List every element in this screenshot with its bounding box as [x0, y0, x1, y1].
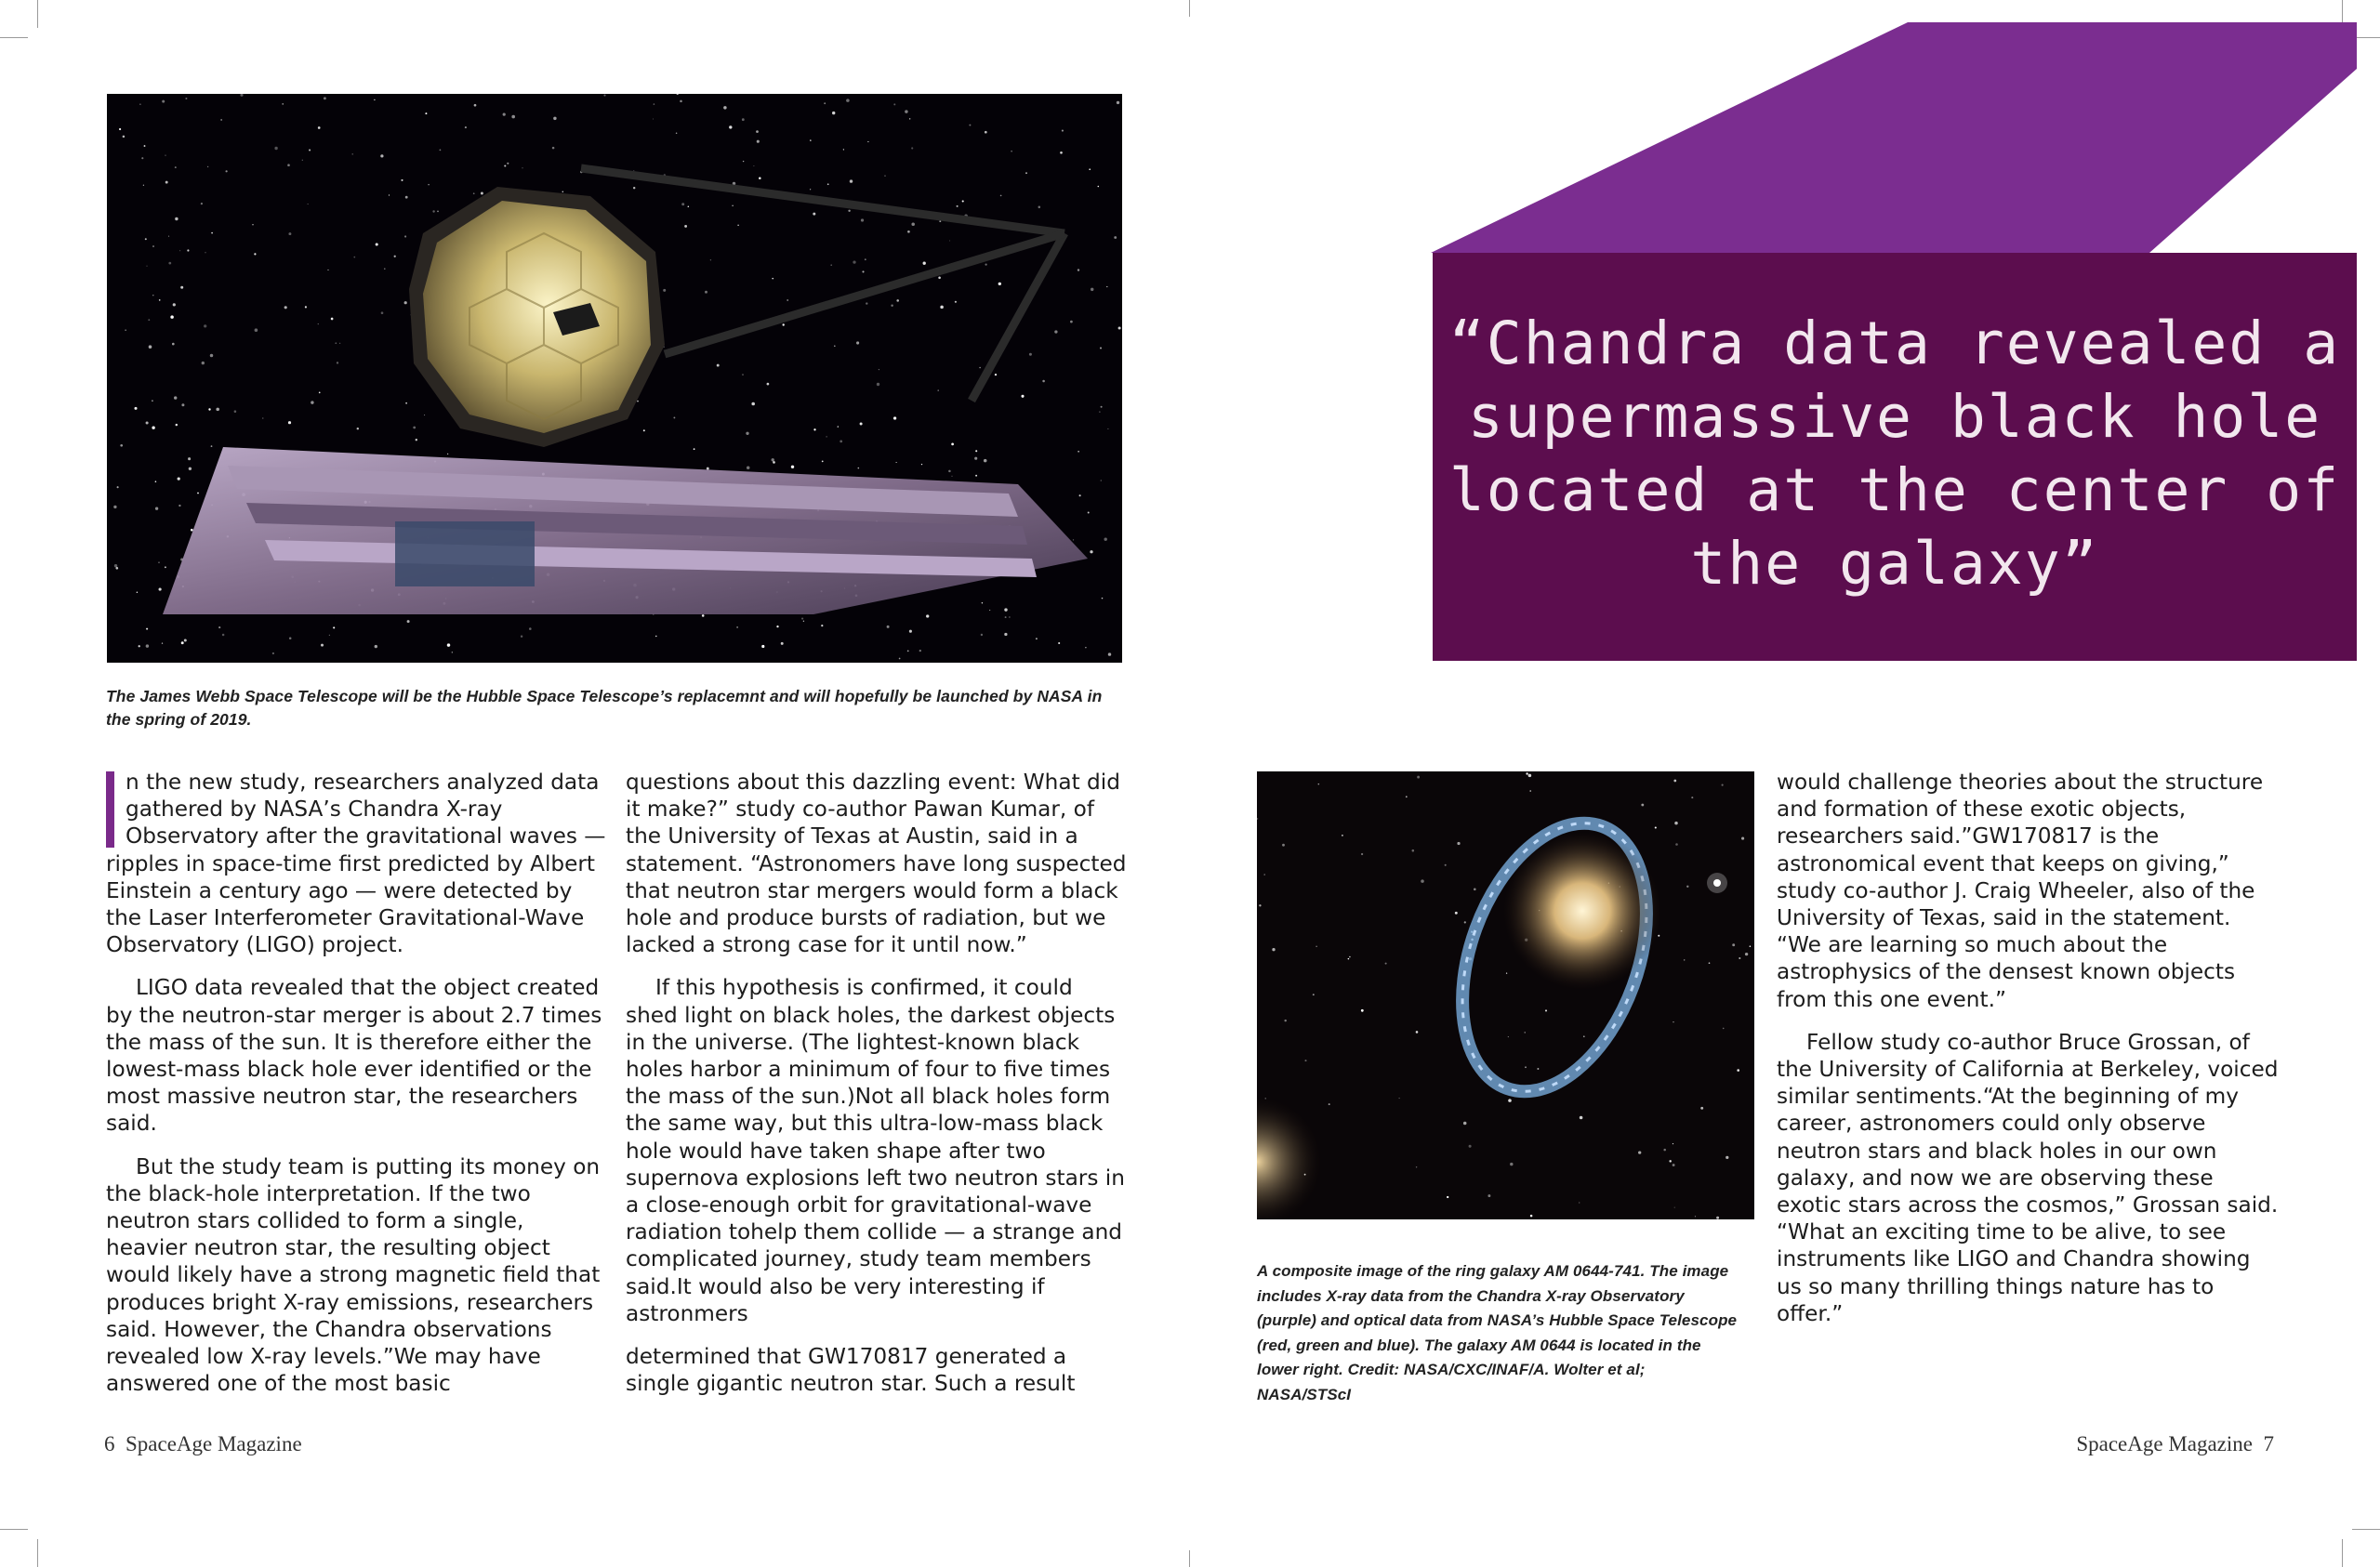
decorative-banner-shape: [1431, 22, 2357, 255]
crop-mark: [37, 1539, 38, 1567]
article-column-2: [626, 769, 1128, 1413]
paragraph: determined that GW170817 generated a single gigantic neutron star. Such a result: [626, 1344, 1076, 1397]
page-folio-right: SpaceAge Magazine 7: [2076, 1432, 2274, 1455]
crop-mark: [2342, 1539, 2343, 1567]
paragraph: would challenge theories about the structure and formation of these exotic objects, researchers said.”GW170817 is the astronomical event that keeps on giving,” study co-author J. Craig Wheeler, also of the University of Texas, said in the statement. “We are learning so much about the astrophysics of the densest known objects from this one event.”: [1777, 770, 2264, 1012]
article-column-1: [106, 769, 608, 1413]
paragraph: If this hypothesis is confirmed, it could shed light on black holes, the darkest objects in the universe. (The lightest-known black holes harbor a minimum of four to five times the mass of the sun.)Not all black holes form the same way, but this ultra-low-mass black hole would have taken shape after two supernova explosions left two neutron stars in a close-enough orbit for gravitational-wave radiation tohelp them collide — a strange and complicated journey, study team members said.It would also be very interesting if astronmers: [626, 975, 1125, 1326]
figure-caption: A composite image of the ring galaxy AM 0644-741. The image includes X-ray data from the Chandra X-ray Observatory (purple) and optical data from NASA’s Hubble Space Telescope (red, green and blue). The galaxy AM 0644 is located in the lower right. Credit: NASA/CXC/INAF/A. Wolter et al; NASA/STScI: [1257, 1262, 1738, 1403]
crop-mark: [2352, 1529, 2380, 1530]
james-webb-space-telescope-photo: [107, 94, 1122, 663]
crop-mark: [0, 37, 28, 38]
paragraph: questions about this dazzling event: What did it make?” study co-author Pawan Kumar, of the University of Texas at Austin, said in a statement. “Astronomers have long suspected that neutron star mergers would form a black hole and produce bursts of radiation, but we lacked a strong case for it until now.”: [626, 770, 1127, 958]
paragraph: LIGO data revealed that the object created by the neutron-star merger is about 2.7 times the mass of the sun. It is therefore either the lowest-mass black hole ever identified or the most massive neutron star, the researchers said.: [106, 975, 602, 1137]
paragraph: n the new study, researchers analyzed data gathered by NASA’s Chandra X-ray Observatory after the gravitational waves — ripples in space-time first predicted by Albert Einstein a century ago — were detected by the Laser Interferometer Gravitational-Wave Observatory (LIGO) project.: [106, 770, 606, 958]
paragraph: Fellow study co-author Bruce Grossan, of the University of California at Berkeley, voiced similar sentiments.“At the beginning of my career, astronomers could only observe neutron stars and black holes in our own galaxy, and now we are observing these exotic stars across the cosmos,” Grossan said. “What an exciting time to be alive, to see instruments like LIGO and Chandra showing us so many thrilling things nature has to offer.”: [1777, 1029, 2279, 1326]
drop-cap: [106, 771, 114, 848]
crop-mark: [0, 1529, 28, 1530]
paragraph: But the study team is putting its money on the black-hole interpretation. If the two neutron stars collided to form a single, heavier neutron star, the resulting object would likely have a strong magnetic field that produces bright X-ray emissions, researchers said. However, the Chandra observations revealed low X-ray levels.”We may have answered one of the most basic: [106, 1153, 601, 1397]
page-folio-left: 6 SpaceAge Magazine: [104, 1432, 302, 1455]
crop-mark: [1189, 1550, 1190, 1567]
crop-mark: [1189, 0, 1190, 17]
pull-quote: “Chandra data revealed a supermassive black hole located at the center of the galaxy”: [1448, 309, 2341, 598]
pull-quote-box: [1433, 253, 2357, 661]
crop-mark: [37, 0, 38, 28]
figure-caption: The James Webb Space Telescope will be the Hubble Space Telescope’s replacemnt and will hopefully be launched by NASA in the spring of 2019.: [106, 687, 1103, 729]
ring-galaxy-am-0644-741-photo: [1257, 771, 1754, 1219]
article-column-3: [1777, 769, 2279, 1343]
